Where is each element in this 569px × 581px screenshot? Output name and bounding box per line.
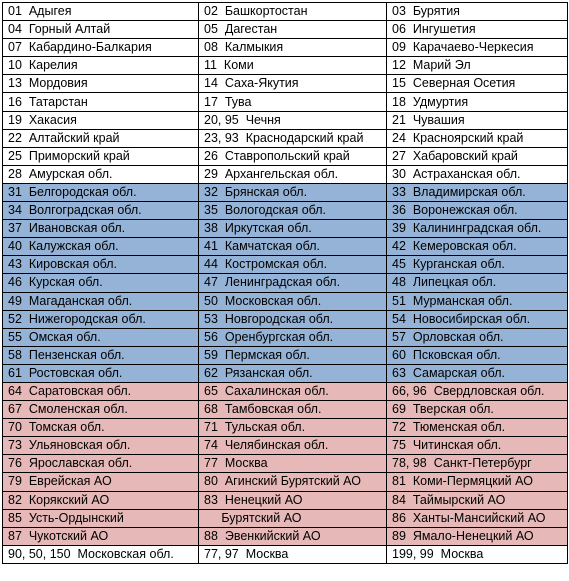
table-row bbox=[3, 545, 568, 563]
region-cell: 22 Алтайский край bbox=[3, 129, 199, 147]
region-cell: 04 Горный Алтай bbox=[3, 21, 199, 39]
table-row bbox=[3, 111, 568, 129]
table-row bbox=[3, 455, 568, 473]
region-codes-table bbox=[2, 2, 568, 564]
region-cell: 01 Адыгея bbox=[3, 3, 199, 21]
table-row bbox=[3, 93, 568, 111]
region-cell: 14 Саха-Якутия bbox=[199, 75, 387, 93]
region-cell: 10 Карелия bbox=[3, 57, 199, 75]
region-cell: 27 Хабаровский край bbox=[387, 147, 568, 165]
table-row bbox=[3, 129, 568, 147]
table-row bbox=[3, 39, 568, 57]
region-cell: 06 Ингушетия bbox=[387, 21, 568, 39]
region-cell: 41 Камчатская обл. bbox=[199, 238, 387, 256]
region-cell: 70 Томская обл. bbox=[3, 419, 199, 437]
region-cell: 12 Марий Эл bbox=[387, 57, 568, 75]
region-cell: 73 Ульяновская обл. bbox=[3, 437, 199, 455]
table-row bbox=[3, 401, 568, 419]
table-row bbox=[3, 292, 568, 310]
region-cell: 32 Брянская обл. bbox=[199, 183, 387, 201]
region-cell: 50 Московская обл. bbox=[199, 292, 387, 310]
region-cell: 28 Амурская обл. bbox=[3, 165, 199, 183]
table-row bbox=[3, 274, 568, 292]
table-row bbox=[3, 382, 568, 400]
region-cell: 74 Челябинская обл. bbox=[199, 437, 387, 455]
table-row bbox=[3, 3, 568, 21]
table-row bbox=[3, 491, 568, 509]
region-cell: 68 Тамбовская обл. bbox=[199, 401, 387, 419]
region-cell: 51 Мурманская обл. bbox=[387, 292, 568, 310]
region-cell: 78, 98 Санкт-Петербург bbox=[387, 455, 568, 473]
table-row bbox=[3, 527, 568, 545]
region-cell: 89 Ямало-Ненецкий АО bbox=[387, 527, 568, 545]
region-cell: 81 Коми-Пермяцкий АО bbox=[387, 473, 568, 491]
region-cell: 46 Курская обл. bbox=[3, 274, 199, 292]
region-cell: 05 Дагестан bbox=[199, 21, 387, 39]
region-cell: 83 Ненецкий АО bbox=[199, 491, 387, 509]
region-cell: 66, 96 Свердловская обл. bbox=[387, 382, 568, 400]
region-cell: 49 Магаданская обл. bbox=[3, 292, 199, 310]
region-cell: 199, 99 Москва bbox=[387, 545, 568, 563]
region-cell: 03 Бурятия bbox=[387, 3, 568, 21]
region-cell: 77, 97 Москва bbox=[199, 545, 387, 563]
region-cell: 58 Пензенская обл. bbox=[3, 346, 199, 364]
region-cell: 09 Карачаево-Черкесия bbox=[387, 39, 568, 57]
region-cell: 30 Астраханская обл. bbox=[387, 165, 568, 183]
region-cell: 62 Рязанская обл. bbox=[199, 364, 387, 382]
region-cell: 26 Ставропольский край bbox=[199, 147, 387, 165]
region-cell: 86 Ханты-Мансийский АО bbox=[387, 509, 568, 527]
region-cell: 24 Красноярский край bbox=[387, 129, 568, 147]
region-cell: 13 Мордовия bbox=[3, 75, 199, 93]
table-row bbox=[3, 21, 568, 39]
region-cell: 56 Оренбургская обл. bbox=[199, 328, 387, 346]
region-codes-body bbox=[3, 3, 568, 564]
region-cell: 90, 50, 150 Московская обл. bbox=[3, 545, 199, 563]
region-cell: 08 Калмыкия bbox=[199, 39, 387, 57]
region-cell: 65 Сахалинская обл. bbox=[199, 382, 387, 400]
region-cell: 57 Орловская обл. bbox=[387, 328, 568, 346]
region-cell: 02 Башкортостан bbox=[199, 3, 387, 21]
table-row bbox=[3, 364, 568, 382]
region-cell: 21 Чувашия bbox=[387, 111, 568, 129]
region-cell: 44 Костромская обл. bbox=[199, 256, 387, 274]
region-cell: 61 Ростовская обл. bbox=[3, 364, 199, 382]
region-cell: 82 Корякский АО bbox=[3, 491, 199, 509]
region-cell: 52 Нижегородская обл. bbox=[3, 310, 199, 328]
region-cell: 29 Архангельская обл. bbox=[199, 165, 387, 183]
region-cell: 88 Эвенкийский АО bbox=[199, 527, 387, 545]
region-cell: 39 Калининградская обл. bbox=[387, 220, 568, 238]
region-cell: 54 Новосибирская обл. bbox=[387, 310, 568, 328]
region-cell: 48 Липецкая обл. bbox=[387, 274, 568, 292]
table-row bbox=[3, 238, 568, 256]
region-cell: 63 Самарская обл. bbox=[387, 364, 568, 382]
region-cell: 20, 95 Чечня bbox=[199, 111, 387, 129]
region-cell: 45 Курганская обл. bbox=[387, 256, 568, 274]
region-cell: 87 Чукотский АО bbox=[3, 527, 199, 545]
region-cell: 79 Еврейская АО bbox=[3, 473, 199, 491]
table-row bbox=[3, 473, 568, 491]
region-cell: 75 Читинская обл. bbox=[387, 437, 568, 455]
region-cell: 42 Кемеровская обл. bbox=[387, 238, 568, 256]
region-cell: 31 Белгородская обл. bbox=[3, 183, 199, 201]
table-row bbox=[3, 328, 568, 346]
region-cell: 53 Новгородская обл. bbox=[199, 310, 387, 328]
region-cell: 07 Кабардино-Балкария bbox=[3, 39, 199, 57]
region-cell: 85 Усть-Ордынский bbox=[3, 509, 199, 527]
region-cell: 69 Тверская обл. bbox=[387, 401, 568, 419]
region-cell: 33 Владимирская обл. bbox=[387, 183, 568, 201]
region-cell: 76 Ярославская обл. bbox=[3, 455, 199, 473]
region-cell: 47 Ленинградская обл. bbox=[199, 274, 387, 292]
region-cell: 38 Иркутская обл. bbox=[199, 220, 387, 238]
table-row bbox=[3, 202, 568, 220]
region-cell: 25 Приморский край bbox=[3, 147, 199, 165]
region-cell: 80 Агинский Бурятский АО bbox=[199, 473, 387, 491]
region-cell: 60 Псковская обл. bbox=[387, 346, 568, 364]
table-row bbox=[3, 256, 568, 274]
region-cell: 43 Кировская обл. bbox=[3, 256, 199, 274]
table-row bbox=[3, 57, 568, 75]
table-row bbox=[3, 75, 568, 93]
region-cell: 15 Северная Осетия bbox=[387, 75, 568, 93]
region-cell: 16 Татарстан bbox=[3, 93, 199, 111]
table-row bbox=[3, 437, 568, 455]
table-row bbox=[3, 346, 568, 364]
region-cell: 40 Калужская обл. bbox=[3, 238, 199, 256]
region-cell: 17 Тува bbox=[199, 93, 387, 111]
region-cell: 72 Тюменская обл. bbox=[387, 419, 568, 437]
region-cell: 35 Вологодская обл. bbox=[199, 202, 387, 220]
region-cell: 64 Саратовская обл. bbox=[3, 382, 199, 400]
region-cell: Бурятский АО bbox=[199, 509, 387, 527]
table-row bbox=[3, 509, 568, 527]
region-cell: 23, 93 Краснодарский край bbox=[199, 129, 387, 147]
table-row bbox=[3, 220, 568, 238]
region-cell: 37 Ивановская обл. bbox=[3, 220, 199, 238]
region-cell: 36 Воронежская обл. bbox=[387, 202, 568, 220]
table-row bbox=[3, 165, 568, 183]
region-cell: 67 Смоленская обл. bbox=[3, 401, 199, 419]
region-cell: 11 Коми bbox=[199, 57, 387, 75]
table-row bbox=[3, 310, 568, 328]
region-cell: 19 Хакасия bbox=[3, 111, 199, 129]
region-cell: 77 Москва bbox=[199, 455, 387, 473]
region-cell: 84 Таймырский АО bbox=[387, 491, 568, 509]
region-cell: 18 Удмуртия bbox=[387, 93, 568, 111]
table-row bbox=[3, 147, 568, 165]
table-row bbox=[3, 419, 568, 437]
region-cell: 34 Волгоградская обл. bbox=[3, 202, 199, 220]
region-codes-table-wrapper bbox=[2, 2, 568, 564]
region-cell: 59 Пермская обл. bbox=[199, 346, 387, 364]
region-cell: 55 Омская обл. bbox=[3, 328, 199, 346]
region-cell: 71 Тульская обл. bbox=[199, 419, 387, 437]
table-row bbox=[3, 183, 568, 201]
